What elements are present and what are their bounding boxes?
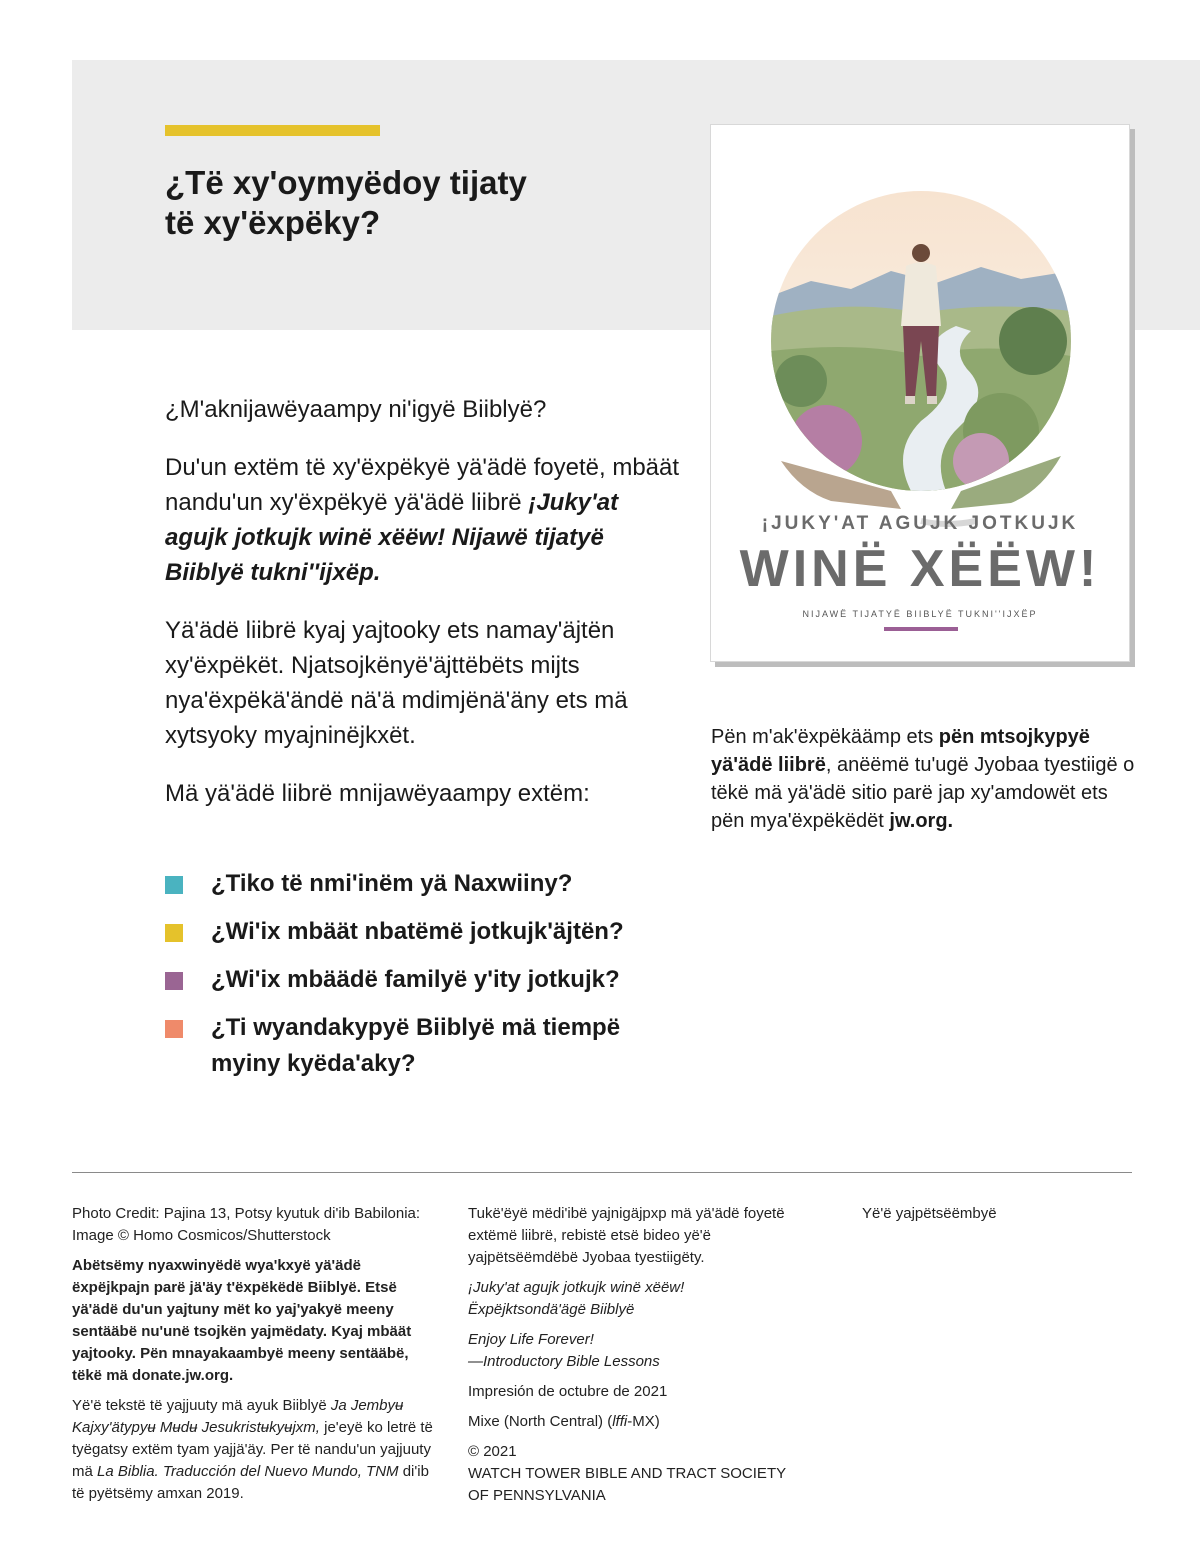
topic-item (165, 962, 685, 998)
language-code (468, 1411, 808, 1433)
printing-date: Impresión de octubre de 2021 (468, 1383, 668, 1400)
title-en-line-2: —Introductory Bible Lessons (468, 1353, 660, 1370)
bible-note-mid: je'eyë ko letrë të tyëgatsy extëm tyam yajjä'äy. Per të nandu'un yajjuuty mä (72, 1419, 433, 1480)
request-note-text-1: Pën m'ak'ëxpëkäämp ets (711, 726, 939, 748)
topic-item (165, 1010, 685, 1082)
footer-column-2 (468, 1203, 808, 1515)
title-mixe-line-1: ¡Juky'at agujk jotkujk winë xëëw! (468, 1279, 685, 1296)
intro-question: ¿M'aknijawëyaampy ni'igyë Biiblyë? (165, 396, 547, 423)
topic-text: ¿Wi'ix mbäät nbatëmë jotkujk'äjtën? (211, 918, 624, 945)
bible-title: Ja Jembyʉ Kajxy'ätypyʉ Mʉdʉ Jesukristʉkyʉjxm, (72, 1397, 404, 1436)
topics-intro: Mä yä'ädë liibrë mnijawëyaampy extëm: (165, 780, 590, 807)
footer-column-3 (862, 1203, 1142, 1233)
topic-bullet-square (165, 924, 183, 942)
tnm-title: La Biblia. Traducción del Nuevo Mundo, TNM (97, 1463, 399, 1480)
footer-divider (72, 1172, 1132, 1173)
topic-item (165, 914, 685, 950)
publisher-line-2: OF PENNSYLVANIA (468, 1487, 606, 1504)
topic-text: ¿Tiko të nmi'inëm yä Naxwiiny? (211, 870, 573, 897)
title-mixe-line-2: Ëxpëjktsondä'ägë Biiblyë (468, 1301, 635, 1318)
page-title (165, 163, 645, 243)
copyright (468, 1441, 808, 1507)
topic-text: ¿Ti wyandakypyë Biiblyë mä tiempë myiny kyëda'aky? (211, 1014, 621, 1077)
cover-title-main: WINË XËËW! (739, 540, 1101, 598)
request-note (711, 723, 1141, 835)
jw-org-link[interactable]: jw.org. (889, 810, 954, 832)
topic-bullet-square (165, 972, 183, 990)
bible-note-post: di'ib të pyëtsëmy amxan 2019. (72, 1463, 429, 1502)
title-line-1: ¿Të xy'oymyëdoy tijaty (165, 164, 527, 201)
body-column (165, 392, 685, 811)
topic-bullet-square (165, 876, 183, 894)
donation-note: Abëtsëmy nyaxwinyëdë wya'kxyë yä'ädë ëxpëjkpajn parë jä'äy t'ëxpëkëdë Biiblyë. Etsë yä'ädë du'un yajtuny mët ko yaj'yakyë meeny sentääbë nu'unë tsojkën yajmëdaty. Kyaj mbäät yajtooky. Pën mnayakaambyë meeny sentääbë, tëkë mä donate.jw.org. (72, 1257, 412, 1384)
publisher-label: Yë'ë yajpëtsëëmbyë (862, 1205, 997, 1222)
topic-bullet-square (165, 1020, 183, 1038)
language-post: -MX) (627, 1413, 660, 1430)
publisher-line-1: WATCH TOWER BIBLE AND TRACT SOCIETY (468, 1465, 787, 1482)
intro-paragraph (165, 450, 685, 590)
intro-paragraph-text: Du'un extëm të xy'ëxpëkyë yä'ädë foyetë, mbäät nandu'un xy'ëxpëkyë yä'ädë liibrë (165, 454, 680, 516)
bible-translation-note (72, 1395, 437, 1505)
bible-note-pre: Yë'ë tekstë të yajjuuty mä ayuk Biiblyë (72, 1397, 331, 1414)
language-code-value: lffi (612, 1413, 628, 1430)
publisher-intro: Tukë'ëyë mëdi'ibë yajnigäjpxp mä yä'ädë foyetë extëmë liibrë, rebistë etsë bideo yë'ë yajpëtsëëmdëbë Jyobaa tyestiigëty. (468, 1205, 785, 1266)
title-line-2: të xy'ëxpëky? (165, 204, 381, 241)
request-note-bold-1: pën mtsojkypyë yä'ädë liibrë (711, 726, 1090, 776)
footer-column-1 (72, 1203, 437, 1513)
request-note-text-2: , anëëmë tu'ugë Jyobaa tyestiigë o tëkë mä yä'ädë sitio parë jap xy'amdowët ets pën mya'ëxpëkëdët (711, 754, 1135, 832)
photo-credit: Photo Credit: Pajina 13, Potsy kyutuk di'ib Babilonia: Image © Homo Cosmicos/Shutterstock (72, 1205, 421, 1244)
accent-bar (165, 125, 380, 136)
language-pre: Mixe (North Central) ( (468, 1413, 613, 1430)
book-title-emphasis: ¡Juky'at agujk jotkujk winë xëëw! Nijawë tijatyë Biiblyë tukni''ijxëp. (165, 489, 619, 586)
publication-title-mixe (468, 1277, 808, 1321)
title-en-line-1: Enjoy Life Forever! (468, 1331, 594, 1348)
publication-title-english (468, 1329, 808, 1373)
topic-text: ¿Wi'ix mbäädë familyë y'ity jotkujk? (211, 966, 620, 993)
topic-item (165, 866, 685, 902)
copyright-year: © 2021 (468, 1443, 517, 1460)
book-cover (710, 124, 1130, 662)
cover-title-top: ¡JUKY'AT AGUJK JOTKUJK (761, 513, 1079, 534)
topics-list (165, 866, 685, 1094)
cover-illustration (771, 191, 1071, 531)
cover-subtitle: NIJAWË TIJATYË BIIBLYË TUKNI''IJXËP (802, 609, 1038, 619)
description-paragraph: Yä'ädë liibrë kyaj yajtooky ets namay'äjtën xy'ëxpëkët. Njatsojkënyë'äjttëbëts mijts nya'ëxpëkä'ändë nä'ä mdimjënä'äny ets mä xytsyoky myajninëjkxët. (165, 617, 628, 749)
cover-accent-line (884, 627, 958, 631)
